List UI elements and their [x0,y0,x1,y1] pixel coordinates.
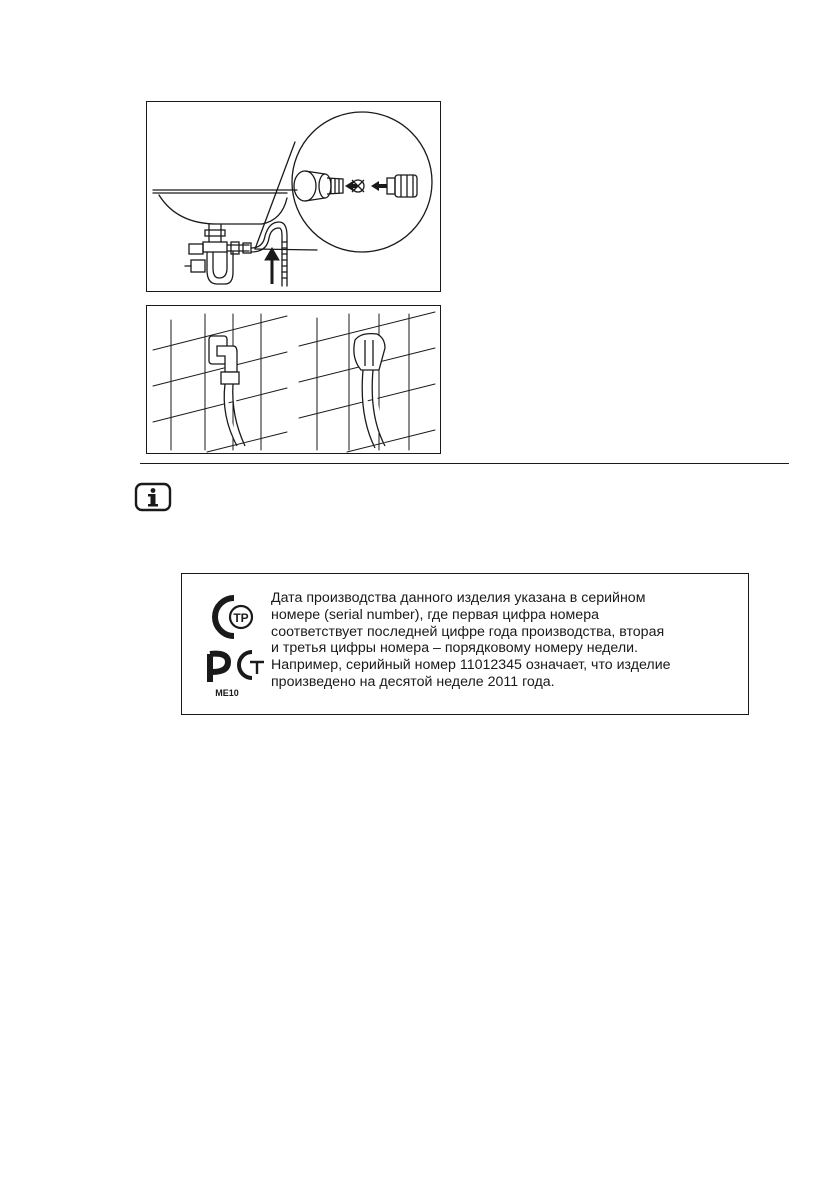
certification-note [181,573,749,715]
rst-mark-icon [210,652,264,682]
note-line: Дата производства данного изделия указана в серийном [271,590,646,606]
wall-drain-connection-illustration [147,306,442,455]
sink-drain-hose-illustration [147,102,442,293]
eac-tr-mark-icon [215,598,252,636]
wall-drain-figure [146,305,441,454]
note-line: соответствует последней цифре года производства, вторая [271,623,665,640]
note-line: Например, серийный номер 11012345 означает, что изделие [271,657,671,674]
note-line: произведено на десятой неделе 2011 года. [271,673,555,690]
certification-code: ME10 [215,688,239,698]
note-line: номере (serial number), где первая цифра номера [271,606,599,623]
section-divider [140,463,789,464]
certification-text [271,590,743,691]
svg-text:ТР: ТР [233,611,249,625]
sink-drain-figure [146,101,441,292]
info-icon [134,482,172,512]
note-line: и третья цифры номера – порядковому номеру недели. [271,640,638,657]
